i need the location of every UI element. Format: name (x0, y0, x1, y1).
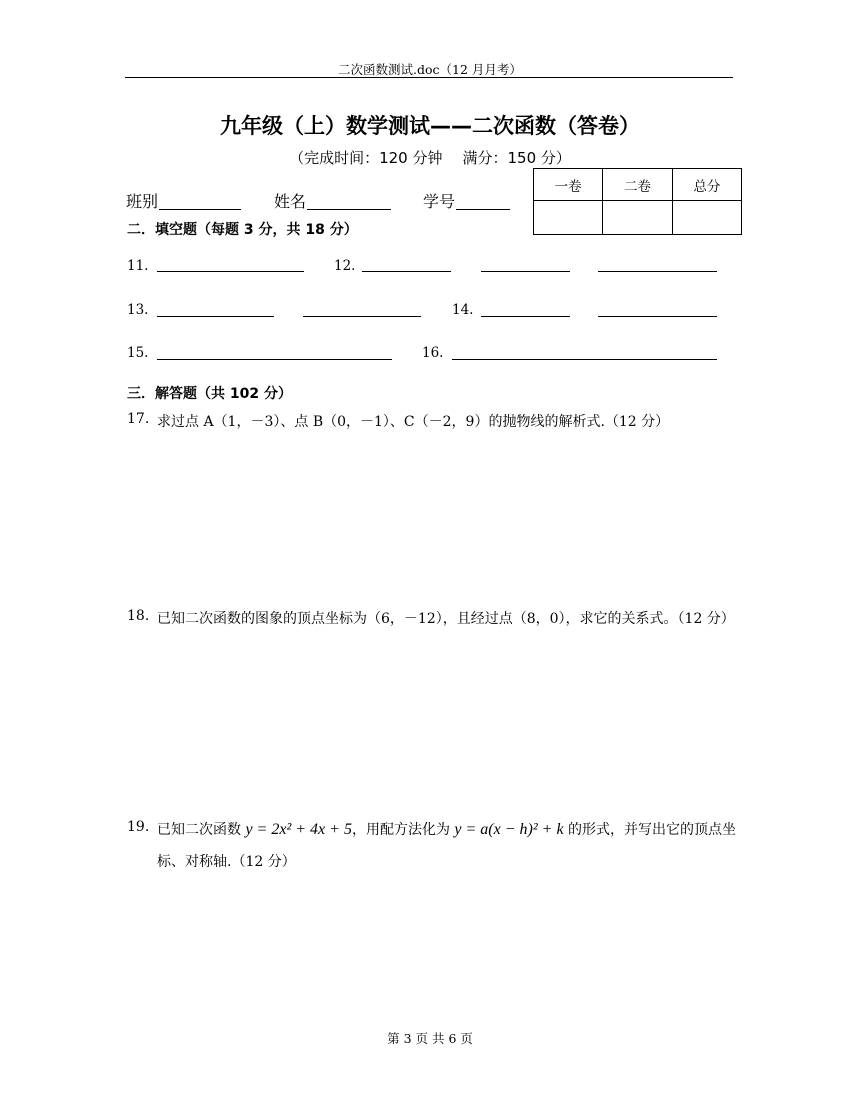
class-blank[interactable] (159, 193, 241, 210)
score-cell-total[interactable] (672, 201, 741, 235)
class-label: 班别 (126, 192, 159, 211)
score-cell-paper1[interactable] (534, 201, 603, 235)
answer-line-11[interactable] (157, 271, 304, 272)
blank-number-11: 11. (127, 258, 149, 274)
blank-number-15: 15. (127, 345, 149, 361)
question-19-number: 19. (127, 819, 150, 835)
id-blank[interactable] (456, 193, 510, 210)
answer-line-13b[interactable] (303, 316, 421, 317)
answer-line-14b[interactable] (598, 316, 717, 317)
score-header-total: 总分 (672, 169, 741, 201)
score-table (533, 168, 742, 235)
question-17-text: 求过点 A（1，－3）、点 B（0，－1）、C（－2，9）的抛物线的解析式.（12 分） (157, 414, 670, 430)
page-title: 九年级（上）数学测试——二次函数（答卷） (220, 114, 640, 138)
answer-line-12b[interactable] (481, 271, 570, 272)
formula-vertex-form: y = a(x − h)² + k (454, 821, 564, 838)
score-table-value-row (534, 201, 742, 235)
page-subtitle (0, 147, 860, 168)
question-19-text-d: 标、对称轴.（12 分） (157, 854, 296, 870)
question-17-answer-area[interactable] (127, 432, 735, 602)
name-blank[interactable] (307, 193, 391, 210)
question-18-answer-area[interactable] (127, 630, 735, 810)
answer-line-12c[interactable] (598, 271, 717, 272)
answer-line-15[interactable] (157, 359, 392, 360)
section3-heading: 三．解答题（共 102 分） (127, 386, 292, 402)
question-19-text-c: 的形式，并写出它的顶点坐 (568, 822, 737, 838)
name-label: 姓名 (274, 192, 307, 211)
answer-line-16[interactable] (452, 359, 717, 360)
blank-number-13: 13. (127, 302, 149, 318)
question-19-text-b: ，用配方法化为 (351, 822, 450, 838)
blank-number-14: 14. (452, 302, 474, 318)
page-footer: 第 3 页 共 6 页 (387, 1031, 473, 1046)
question-19-line1 (157, 819, 736, 839)
question-18-number: 18. (127, 608, 150, 624)
running-header: 二次函数测试.doc（12 月月考） (338, 62, 522, 77)
time-limit: （完成时间：120 分钟 (289, 149, 443, 167)
id-label: 学号 (423, 192, 456, 211)
blank-number-12: 12. (334, 258, 356, 274)
name-field (274, 189, 391, 212)
score-table-header-row (534, 169, 742, 201)
id-field (423, 189, 510, 212)
answer-line-14a[interactable] (481, 316, 570, 317)
formula-standard-form: y = 2x² + 4x + 5 (245, 821, 352, 838)
blank-number-16: 16. (422, 345, 444, 361)
score-cell-paper2[interactable] (603, 201, 672, 235)
answer-line-12a[interactable] (362, 271, 451, 272)
full-score: 满分：150 分） (462, 149, 571, 167)
score-header-paper1: 一卷 (534, 169, 603, 201)
answer-line-13a[interactable] (157, 316, 274, 317)
question-19-answer-area[interactable] (127, 875, 735, 1015)
score-header-paper2: 二卷 (603, 169, 672, 201)
class-field (126, 189, 241, 212)
header-rule (125, 77, 733, 78)
question-17-number: 17. (127, 411, 150, 427)
section2-heading: 二．填空题（每题 3 分，共 18 分） (127, 222, 358, 238)
question-18-text: 已知二次函数的图象的顶点坐标为（6，－12），且经过点（8，0），求它的关系式。（12 分） (157, 611, 735, 627)
question-19-text-a: 已知二次函数 (157, 822, 241, 838)
